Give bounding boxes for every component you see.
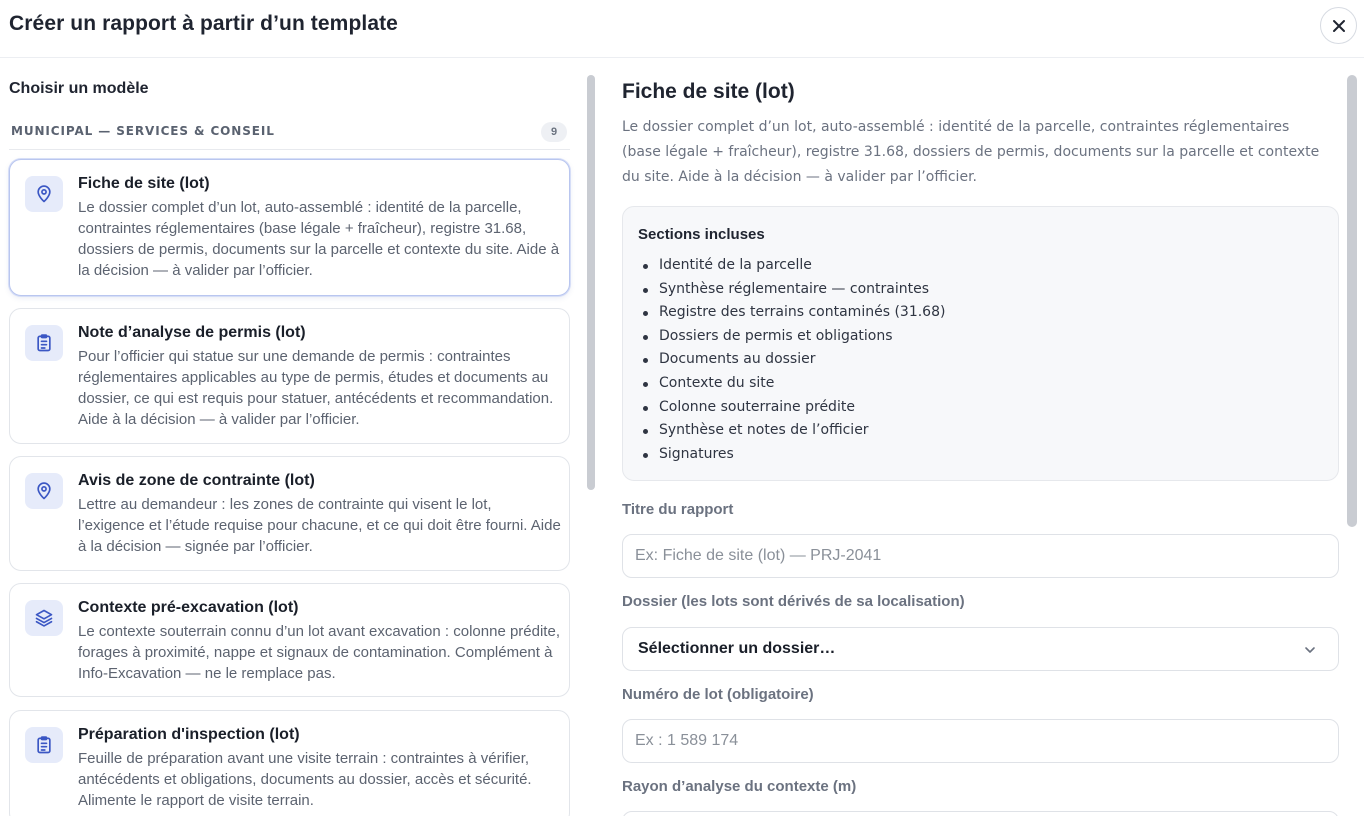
card-icon-container (25, 473, 63, 509)
template-card-preparation-inspection[interactable] (9, 710, 570, 816)
report-title-label: Titre du rapport (622, 501, 734, 518)
template-card-contexte-pre-excavation[interactable] (9, 583, 570, 697)
template-list-scrollbar[interactable] (587, 75, 595, 490)
card-icon-container (25, 600, 63, 636)
card-title: Note d’analyse de permis (lot) (78, 324, 306, 341)
dialog-title: Créer un rapport à partir d’un template (9, 12, 398, 35)
card-icon-container (25, 325, 63, 361)
lot-number-label: Numéro de lot (obligatoire) (622, 686, 814, 703)
section-item: Colonne souterraine prédite (638, 396, 945, 420)
picker-title: Choisir un modèle (9, 80, 149, 97)
divider (9, 149, 570, 150)
section-item: Signatures (638, 443, 945, 467)
section-item: Synthèse et notes de l’officier (638, 419, 945, 443)
layers-icon (34, 608, 54, 628)
card-icon-container (25, 176, 63, 212)
card-description: Lettre au demandeur : les zones de contrainte qui visent le lot, l’exigence et l’étude requise pour chacune, et ce qui doit être fourni. Aide à la décision — signée par l’officier. (78, 496, 561, 555)
context-radius-input[interactable] (622, 811, 1339, 816)
group-label: MUNICIPAL — SERVICES & CONSEIL (11, 124, 275, 138)
report-title-input[interactable] (622, 534, 1339, 578)
sections-list (638, 254, 945, 466)
section-item: Synthèse réglementaire — contraintes (638, 278, 945, 302)
card-description: Pour l’officier qui statue sur une demande de permis : contraintes réglementaires applicables au type de permis, études et documents au dossier, ce qui est requis pour statuer, antécédents et recommandation. Aide à la décision — à valider par l’officier. (78, 348, 554, 428)
close-button[interactable] (1320, 7, 1357, 44)
context-radius-label: Rayon d’analyse du contexte (m) (622, 778, 857, 795)
map-pin-icon (34, 184, 54, 204)
section-item: Identité de la parcelle (638, 254, 945, 278)
template-picker (0, 58, 600, 816)
sections-title: Sections incluses (638, 226, 765, 243)
dossier-select-value: Sélectionner un dossier… (638, 640, 836, 657)
group-count-badge: 9 (541, 122, 567, 142)
section-item: Contexte du site (638, 372, 945, 396)
card-description: Feuille de préparation avant une visite terrain : contraintes à vérifier, antécédents et obligations, documents au dossier, accès et sécurité. Alimente le rapport de visite terrain. (78, 750, 532, 809)
card-title: Fiche de site (lot) (78, 175, 210, 192)
lot-number-input[interactable] (622, 719, 1339, 763)
section-item: Documents au dossier (638, 348, 945, 372)
detail-title: Fiche de site (lot) (622, 80, 795, 103)
detail-description: Le dossier complet d’un lot, auto-assemblé : identité de la parcelle, contraintes réglementaires (base légale + fraîcheur), registre 31.68, dossiers de permis, documents sur la parcelle et contexte du site. Aide à la décision — à valider par l’officier. (622, 119, 1320, 185)
template-card-fiche-de-site[interactable] (9, 159, 570, 296)
card-title: Contexte pré-excavation (lot) (78, 599, 299, 616)
map-pin-icon (34, 481, 54, 501)
clipboard-list-icon (34, 333, 54, 353)
template-card-avis-zone-contrainte[interactable] (9, 456, 570, 571)
card-title: Avis de zone de contrainte (lot) (78, 472, 315, 489)
card-icon-container (25, 727, 63, 763)
card-description: Le dossier complet d’un lot, auto-assemblé : identité de la parcelle, contraintes réglementaires (base légale + fraîcheur), registre 31.68, dossiers de permis, documents sur la parcelle et contexte du site. Aide à la décision — à valider par l’officier. (78, 199, 560, 279)
dialog-header (0, 0, 1364, 58)
card-title: Préparation d'inspection (lot) (78, 726, 300, 743)
included-sections-box (622, 206, 1339, 481)
template-detail-panel (600, 58, 1364, 816)
section-item: Registre des terrains contaminés (31.68) (638, 301, 945, 325)
template-card-note-analyse-permis[interactable] (9, 308, 570, 444)
close-icon (1332, 19, 1346, 33)
section-item: Dossiers de permis et obligations (638, 325, 945, 349)
dossier-select[interactable] (622, 627, 1339, 671)
detail-panel-scrollbar[interactable] (1347, 75, 1357, 527)
card-description: Le contexte souterrain connu d’un lot avant excavation : colonne prédite, forages à proximité, nappe et signaux de contamination. Complément à Info-Excavation — ne le remplace pas. (78, 623, 560, 682)
clipboard-list-icon (34, 735, 54, 755)
dossier-label: Dossier (les lots sont dérivés de sa localisation) (622, 593, 965, 610)
chevron-down-icon (1302, 642, 1318, 658)
